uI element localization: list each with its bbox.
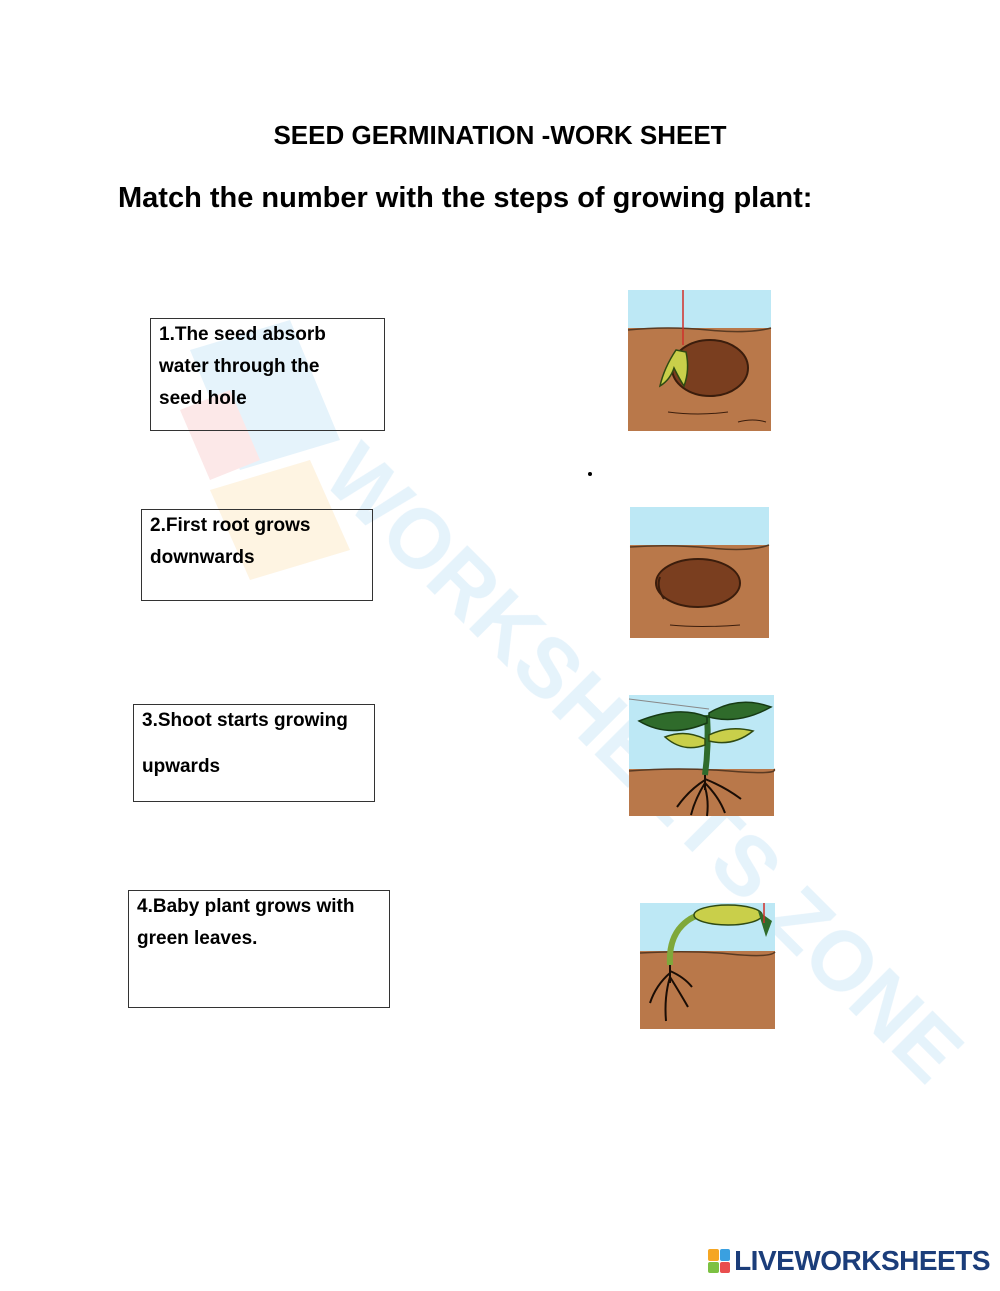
step-1-line-1: 1.The seed absorb xyxy=(159,324,326,345)
brand-text: LIVEWORKSHEETS xyxy=(734,1245,990,1276)
stray-dot xyxy=(588,472,592,476)
step-box-1[interactable] xyxy=(150,318,385,431)
step-3-line-2: upwards xyxy=(142,756,221,777)
picture-seed-in-soil[interactable] xyxy=(630,507,769,638)
step-box-4[interactable] xyxy=(128,890,390,1008)
liveworksheets-brand xyxy=(708,1245,990,1277)
watermark-text: WORKSHEETS ZONE xyxy=(307,426,981,1100)
instruction-text: Match the number with the steps of growing plant: xyxy=(118,182,813,214)
step-2-line-1: 2.First root grows xyxy=(150,515,311,536)
liveworksheets-logo-icon xyxy=(708,1249,730,1273)
picture-seed-sprouting[interactable] xyxy=(628,290,771,431)
step-4-line-2: green leaves. xyxy=(137,928,258,949)
step-1-line-3: seed hole xyxy=(159,388,247,409)
step-3-line-1: 3.Shoot starts growing xyxy=(142,710,348,731)
step-box-3[interactable] xyxy=(133,704,375,802)
step-box-2[interactable] xyxy=(141,509,373,601)
picture-shoot-emerging[interactable] xyxy=(640,903,775,1029)
picture-plant-with-leaves[interactable] xyxy=(629,695,774,816)
step-4-line-1: 4.Baby plant grows with xyxy=(137,896,355,917)
step-2-line-2: downwards xyxy=(150,547,255,568)
step-1-line-2: water through the xyxy=(159,356,320,377)
page-title: SEED GERMINATION -WORK SHEET xyxy=(273,120,727,150)
